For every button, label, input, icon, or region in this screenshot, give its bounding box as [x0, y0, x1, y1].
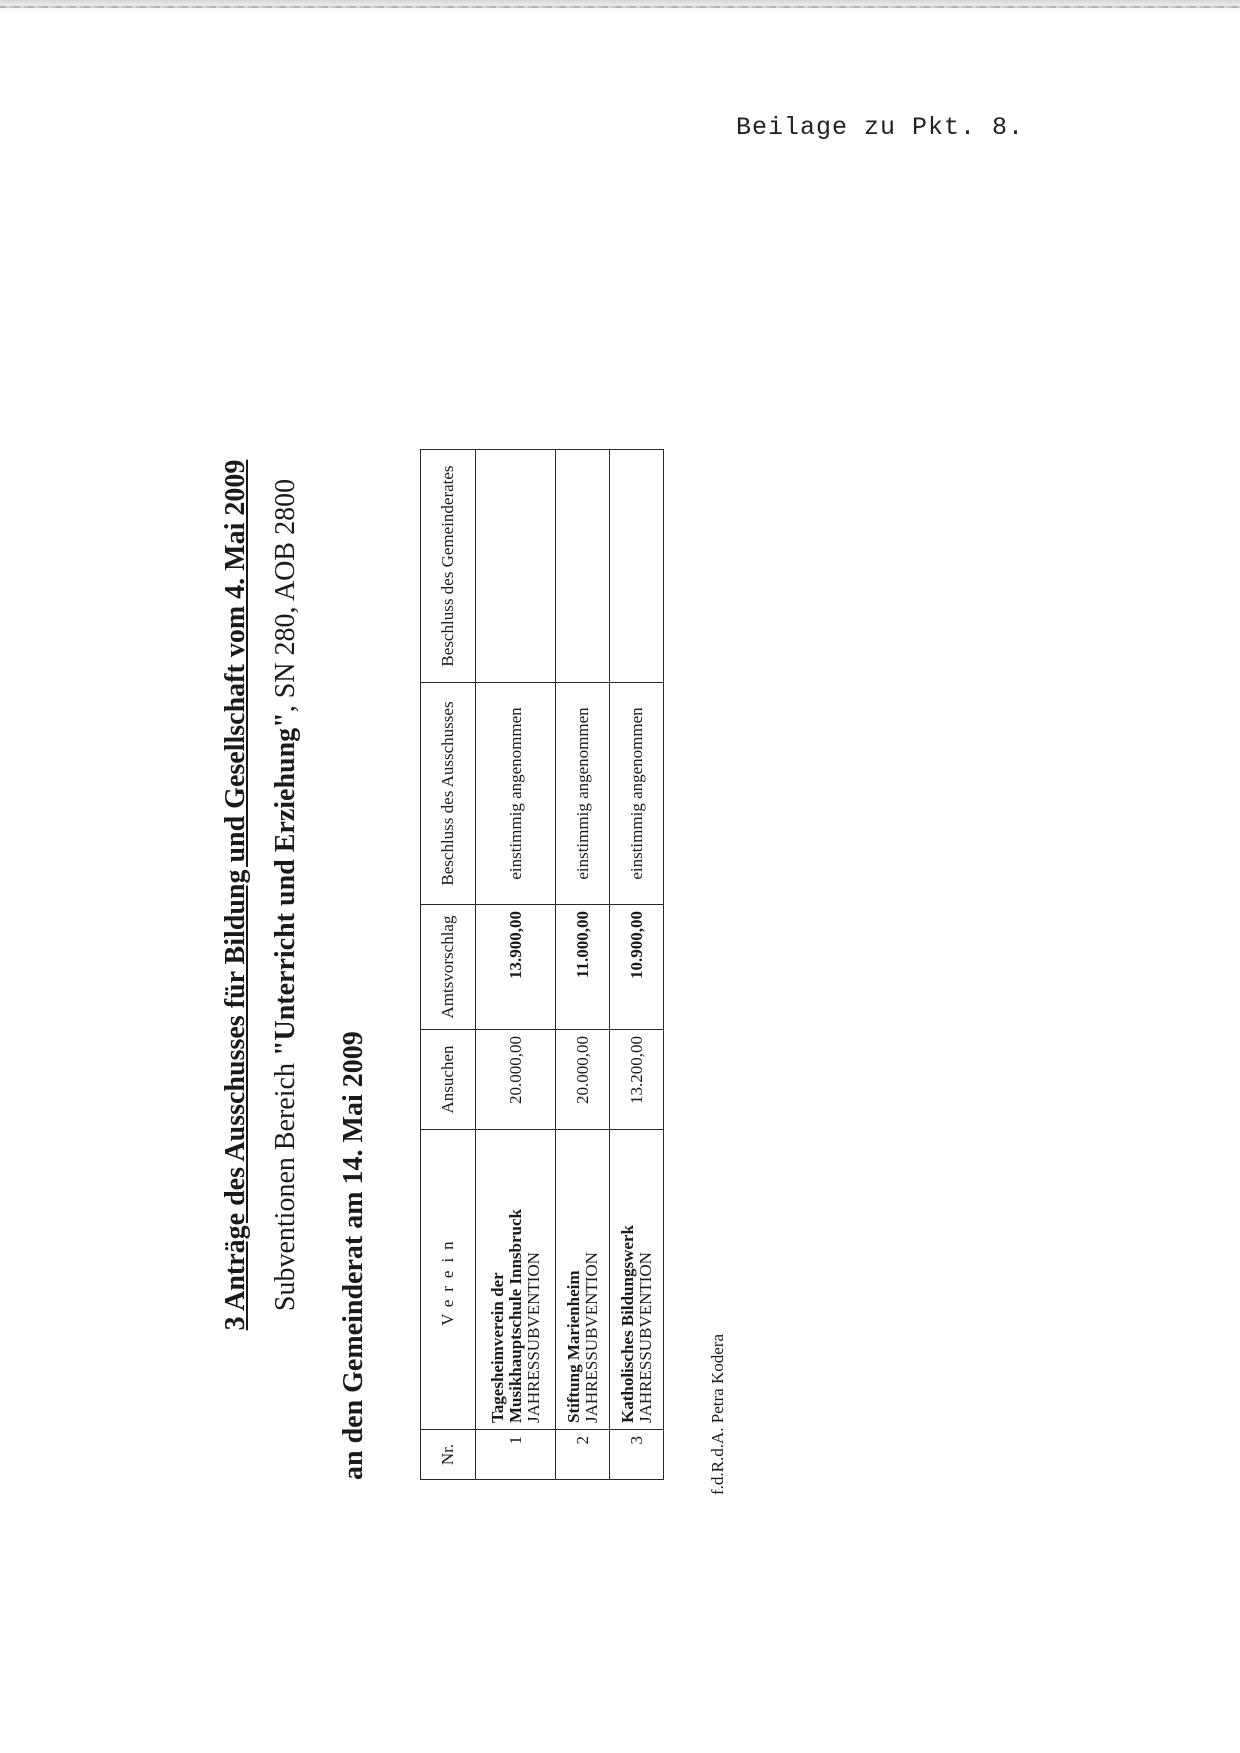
- document-subtitle: [270, 385, 302, 1405]
- header-verein: Verein: [421, 1130, 476, 1430]
- cell-verein: [556, 1130, 610, 1430]
- header-amtsvorschlag: Amtsvorschlag: [421, 905, 476, 1030]
- cell-amtsvorschlag: 13.900,00: [476, 905, 556, 1030]
- subtitle-area: "Unterricht und Erziehung": [270, 712, 301, 1057]
- cell-amtsvorschlag: 11.000,00: [556, 905, 610, 1030]
- verein-name: Katholisches Bildungswerk: [617, 1225, 637, 1423]
- table-row: [476, 450, 556, 1480]
- header-nr: Nr.: [421, 1430, 476, 1480]
- subsidy-table: [420, 449, 664, 1480]
- table-row: [556, 450, 610, 1480]
- header-beschluss-ausschuss: Beschluss des Ausschusses: [421, 683, 476, 905]
- signature-line: f.d.R.d.A. Petra Kodera: [708, 1334, 727, 1495]
- cell-beschluss-gemeinderat: [476, 450, 556, 683]
- verein-type: JAHRESSUBVENTION: [523, 1252, 543, 1423]
- subtitle-suffix: , SN 280, AOB 2800: [270, 478, 301, 713]
- cell-beschluss-gemeinderat: [610, 450, 664, 683]
- cell-nr: 3: [610, 1430, 664, 1480]
- cell-ansuchen: 13.200,00: [610, 1030, 664, 1130]
- meeting-line: an den Gemeinderat am 14. Mai 2009: [338, 1031, 369, 1480]
- cell-verein: [476, 1130, 556, 1430]
- verein-type: JAHRESSUBVENTION: [635, 1252, 655, 1423]
- cell-nr: 2: [556, 1430, 610, 1480]
- cell-beschluss-ausschuss: einstimmig angenommen: [556, 683, 610, 905]
- cell-nr: 1: [476, 1430, 556, 1480]
- header-ansuchen: Ansuchen: [421, 1030, 476, 1130]
- verein-name: Tagesheimverein der Musikhauptschule Innsbruck: [487, 1208, 525, 1423]
- cell-beschluss-ausschuss: einstimmig angenommen: [476, 683, 556, 905]
- cell-ansuchen: 20.000,00: [556, 1030, 610, 1130]
- document-title: 3 Anträge des Ausschusses für Bildung und Gesellschaft vom 4. Mai 2009: [220, 459, 251, 1331]
- table-row: [610, 450, 664, 1480]
- scan-artifact-line: [0, 6, 1240, 8]
- rotated-document-content: [200, 225, 780, 1565]
- cell-verein: [610, 1130, 664, 1430]
- attachment-label: Beilage zu Pkt. 8.: [736, 113, 1025, 142]
- cell-amtsvorschlag: 10.900,00: [610, 905, 664, 1030]
- verein-type: JAHRESSUBVENTION: [581, 1252, 601, 1423]
- header-beschluss-gemeinderat: Beschluss des Gemeinderates: [421, 450, 476, 683]
- table-header-row: [421, 450, 476, 1480]
- subtitle-prefix: Subventionen Bereich: [270, 1056, 301, 1312]
- cell-beschluss-ausschuss: einstimmig angenommen: [610, 683, 664, 905]
- cell-ansuchen: 20.000,00: [476, 1030, 556, 1130]
- verein-name: Stiftung Marienheim: [563, 1270, 583, 1423]
- cell-beschluss-gemeinderat: [556, 450, 610, 683]
